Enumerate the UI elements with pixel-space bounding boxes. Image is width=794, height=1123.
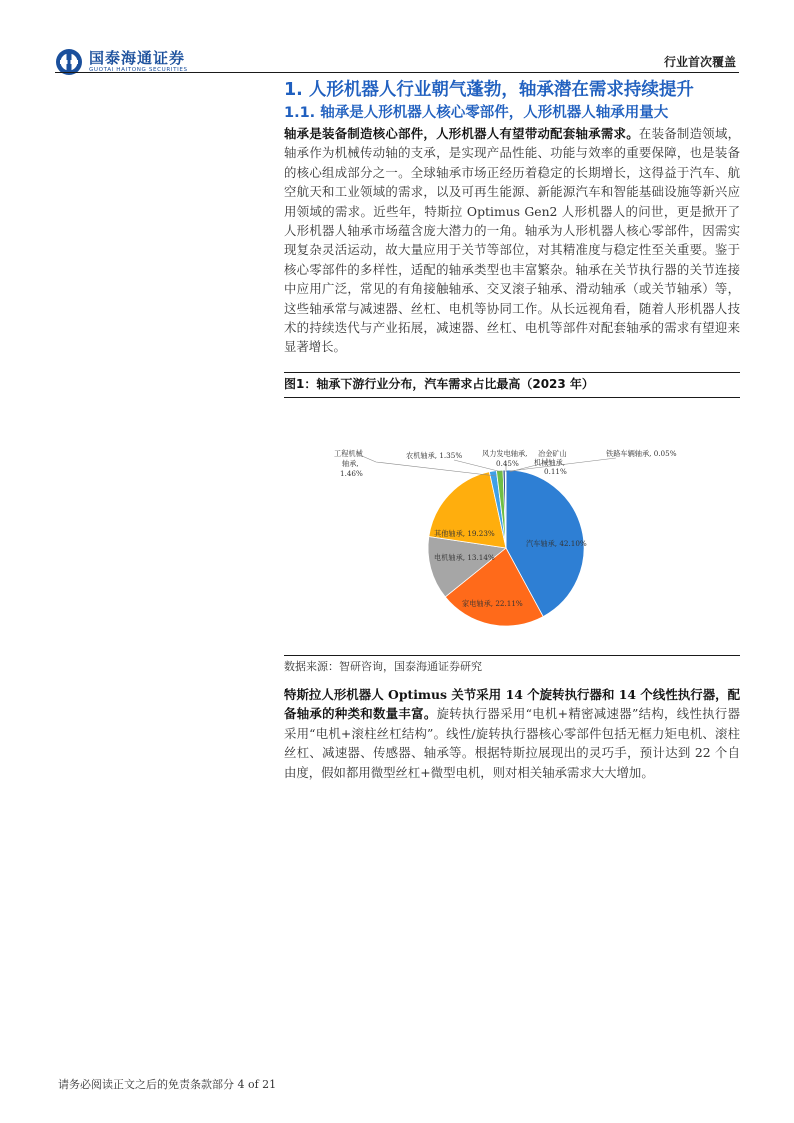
label-yejin-2: 机械轴承, — [534, 458, 566, 467]
paragraph-2-text: 旋转执行器采用“电机+精密减速器”结构，线性执行器采用“电机+滚柱丝杠结构”。线性/旋转执行器核心零部件包括无框力矩电机、滚柱丝杠、减速器、传感器、轴承等。根据特斯拉展现出的灵巧手，预计达到 22 个自由度，假如都用微型丝杠+微型电机，则对相关轴承需求大大增加。 — [284, 706, 740, 780]
paragraph-1-text: 在装备制造领域，轴承作为机械传动轴的支承，是实现产品性能、功能与效率的重要保障，也是装备的核心组成部分之一。全球轴承市场正经历着稳定的长期增长，这得益于汽车、航空航天和工业领域的需求，以及可再生能源、新能源汽车和智能基础设施等新兴应用领域的需求。近些年，特斯拉 Optimus Gen2 人形机器人的问世，更是掀开了人形机器人轴承市场蕴含庞大潜力的一角。轴承为人形机器人核心零部件，因需实现复杂灵活运动，故大量应用于关节等部位，对其精准度与稳定性至关重要。鉴于核心零部件的多样性，适配的轴承类型也丰富繁杂。轴承在关节执行器的关节连接中应用广泛，常见的有角接触轴承、交叉滚子轴承、滑动轴承（或关节轴承）等，这些轴承常与减速器、丝杠、电机等协同工作。从长远视角看，随着人形机器人技术的持续迭代与产业拓展，减速器、丝杠、电机等部件对配套轴承的需求有望迎来显著增长。 — [284, 126, 741, 355]
page-footer: 请务必阅读正文之后的免责条款部分 4 of 21 — [58, 1078, 277, 1091]
subsection-heading: 1.1. 轴承是人形机器人核心零部件，人形机器人轴承用量大 — [284, 105, 669, 121]
paragraph-1-lead: 轴承是装备制造核心部件，人形机器人有望带动配套轴承需求。 — [284, 126, 639, 141]
logo-chinese-name: 国泰海通证券 — [89, 49, 186, 67]
label-tielu: 铁路车辆轴承, 0.05% — [606, 449, 677, 458]
source-rule — [284, 655, 740, 656]
label-nongji: 农机轴承, 1.35% — [406, 451, 463, 460]
label-gongcheng-3: 1.46% — [340, 469, 363, 478]
chart-container — [284, 398, 740, 650]
report-type-label: 行业首次覆盖 — [663, 55, 736, 69]
label-fengli-1: 风力发电轴承, — [482, 449, 528, 458]
section-heading: 1. 人形机器人行业朝气蓬勃，轴承潜在需求持续提升 — [284, 80, 694, 100]
figure-source: 数据来源：智研咨询，国泰海通证券研究 — [284, 660, 482, 673]
label-qiche: 汽车轴承, 42.10% — [526, 539, 587, 548]
figure-title: 图1：轴承下游行业分布，汽车需求占比最高（2023 年） — [284, 377, 594, 391]
leader-line-nongji — [454, 460, 502, 472]
label-jiadian: 家电轴承, 22.11% — [462, 599, 523, 608]
label-yejin-3: 0.11% — [544, 467, 567, 476]
figure-1 — [284, 372, 740, 676]
logo-english-name: GUOTAI HAITONG SECURITIES — [89, 67, 188, 73]
header-divider — [55, 72, 739, 73]
label-yejin-1: 冶金矿山 — [538, 449, 567, 458]
label-fengli-2: 0.45% — [496, 459, 519, 468]
section-1 — [284, 78, 740, 357]
body-paragraph-2 — [284, 685, 740, 782]
label-gongcheng-1: 工程机械 — [334, 449, 363, 458]
label-dianji: 电机轴承, 13.14% — [434, 553, 495, 562]
section-1-continued — [284, 685, 740, 782]
label-qita: 其他轴承, 19.23% — [434, 529, 495, 538]
paragraph-2-lead: 特斯拉人形机器人 Optimus 关节采用 14 个旋转执行器和 14 个线性执行器，配备轴承的种类和数量丰富。 — [284, 687, 740, 722]
body-paragraph-1 — [284, 124, 740, 357]
label-gongcheng-2: 轴承, — [342, 459, 359, 468]
pie-chart — [284, 398, 740, 650]
